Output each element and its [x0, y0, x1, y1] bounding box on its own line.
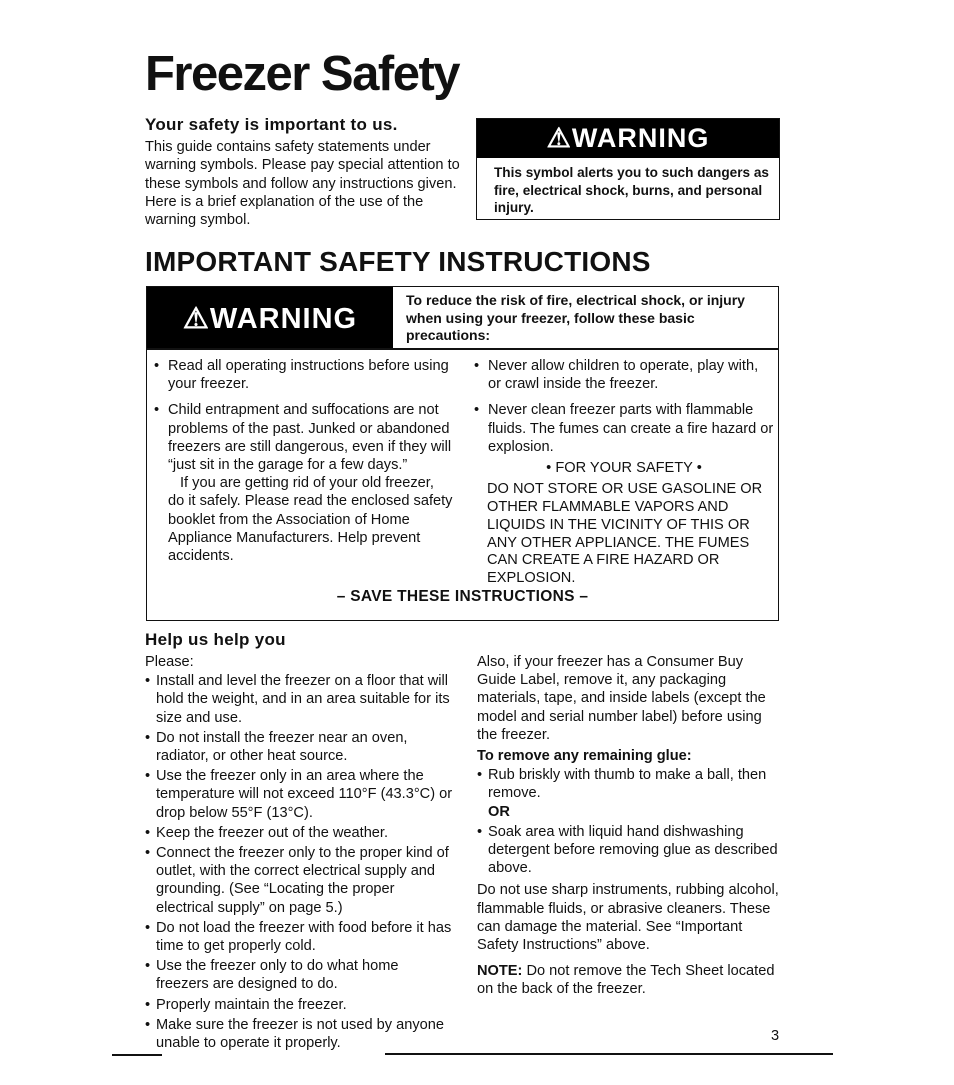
bullet-icon: • — [145, 996, 151, 1013]
list-item: • Keep the freezer out of the weather. — [145, 824, 389, 841]
safety-right-column — [474, 357, 774, 588]
help-heading: Help us help you — [145, 630, 286, 649]
list-item: • Do not load the freezer with food before it has time to get properly cold. — [145, 919, 452, 955]
safety-left-column — [154, 357, 454, 565]
page-title: Freezer Safety — [145, 47, 460, 101]
divider — [147, 348, 778, 350]
footer-rule-left — [112, 1054, 162, 1056]
bullet-icon: • — [145, 729, 151, 746]
bullet-icon: • — [154, 358, 160, 374]
gasoline-warning: DO NOT STORE OR USE GASOLINE OR OTHER FLAMMABLE VAPORS AND LIQUIDS IN THE VICINITY OF THIS OR ANY OTHER APPLIANCE. THE FUMES CAN CREATE A FIRE HAZARD OR EXPLOSION. — [487, 481, 763, 587]
bullet-icon: • — [145, 919, 151, 936]
warning-banner: ⚠WARNING — [147, 287, 393, 349]
help-column — [145, 653, 455, 1052]
warning-banner: ⚠WARNING — [477, 119, 779, 158]
list-item: • Do not install the freezer near an oven, radiator, or other heat source. — [145, 729, 408, 765]
or-label: OR — [488, 803, 510, 820]
list-item: • Use the freezer only to do what home freezers are designed to do. — [145, 958, 399, 993]
glue-heading: To remove any remaining glue: — [477, 748, 692, 765]
bullet-icon: • — [145, 1016, 151, 1033]
list-item: • Properly maintain the freezer. — [145, 996, 347, 1013]
safety-intro-text: This guide contains safety statements under warning symbols. Please pay special attention to these symbols and follow any instructions given. Here is a brief explanation of the use of the warning symbol. — [145, 139, 460, 229]
page-number: 3 — [771, 1028, 780, 1044]
list-item: • Use the freezer only in an area where the temperature will not exceed 110°F (43.3°C) or drop below 55°F (13°C). — [145, 768, 453, 821]
bullet-icon: • — [474, 358, 480, 374]
caution-text: Do not use sharp instruments, rubbing alcohol, flammable fluids, or abrasive cleaners. These can damage the material. See “Important Safety Instructions” above. — [477, 882, 779, 954]
list-item: • Child entrapment and suffocations are not problems of the past. Junked or abandoned freezers are still dangerous, even if they will “just sit in the garage for a few days.” — [154, 402, 452, 474]
list-item: • Read all operating instructions before using your freezer. — [154, 358, 449, 393]
list-item: • Never clean freezer parts with flammable fluids. The fumes can create a fire hazard or explosion. — [474, 402, 774, 455]
list-item: • Never allow children to operate, play with, or crawl inside the freezer. — [474, 358, 759, 393]
warning-symbol-text: This symbol alerts you to such dangers as fire, electrical shock, burns, and personal injury. — [494, 165, 769, 215]
bullet-icon: • — [145, 824, 151, 841]
bullet-icon: • — [474, 402, 480, 419]
list-item: • Soak area with liquid hand dishwashing detergent before removing glue as described above. — [477, 823, 778, 877]
bullet-icon: • — [145, 845, 151, 862]
warning-symbol-box — [476, 118, 780, 220]
please-label: Please: — [145, 654, 194, 670]
glue-column — [477, 653, 783, 999]
list-item: • Connect the freezer only to the proper kind of outlet, with the correct electrical supply and grounding. (See “Locating the proper electrical supply” on page 5.) — [145, 845, 449, 916]
warning-intro-text: To reduce the risk of fire, electrical shock, or injury when using your freezer, follow these basic precautions: — [406, 292, 745, 343]
consumer-label-text: Also, if your freezer has a Consumer Buy Guide Label, remove it, any packaging materials, tape, and inside labels (except the model and serial number label) before using the freezer. — [477, 654, 766, 743]
bullet-icon: • — [154, 402, 160, 419]
important-safety-heading: IMPORTANT SAFETY INSTRUCTIONS — [145, 246, 651, 277]
list-item: • Install and level the freezer on a floor that will hold the weight, and in an area suitable for its size and use. — [145, 673, 450, 726]
bullet-icon: • — [145, 768, 151, 785]
bullet-icon: • — [477, 823, 483, 840]
footer-rule-right — [385, 1053, 833, 1055]
bullet-icon: • — [477, 767, 483, 784]
note-text: NOTE: Do not remove the Tech Sheet located on the back of the freezer. — [477, 963, 775, 998]
bullet-icon: • — [145, 673, 151, 690]
save-instructions: – SAVE THESE INSTRUCTIONS – — [336, 588, 589, 605]
for-your-safety: • FOR YOUR SAFETY • — [546, 460, 702, 477]
note-label: NOTE: — [477, 963, 523, 980]
safety-intro-heading: Your safety is important to us. — [145, 115, 398, 134]
bullet-icon: • — [145, 958, 151, 975]
list-item: • Rub briskly with thumb to make a ball, then remove. — [477, 767, 767, 802]
disposal-paragraph: If you are getting rid of your old freezer, do it safely. Please read the enclosed safety booklet from the Association of Home Appliance Manufacturers. Help prevent accidents. — [168, 475, 453, 565]
list-item: • Make sure the freezer is not used by anyone unable to operate it properly. — [145, 1016, 444, 1052]
